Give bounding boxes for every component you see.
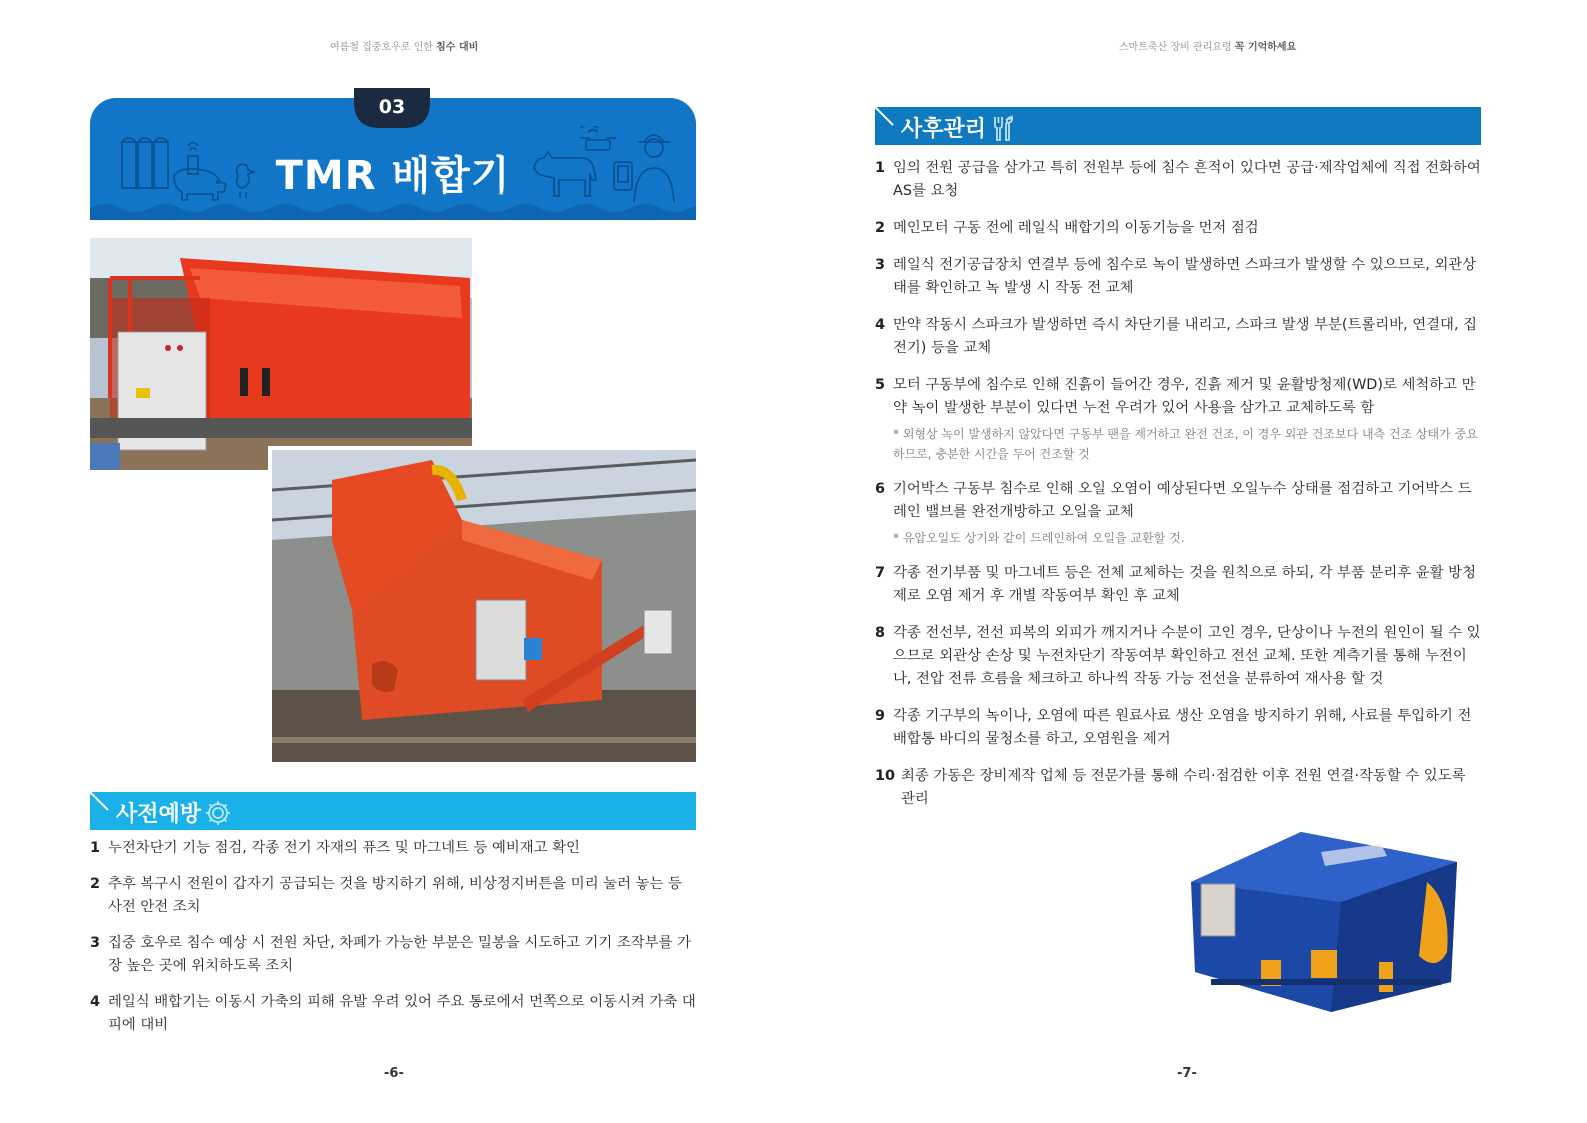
list-item — [875, 562, 1481, 608]
list-item — [875, 157, 1481, 203]
item-number: 1 — [875, 160, 886, 176]
item-number: 5 — [875, 377, 886, 393]
list-item — [875, 314, 1481, 360]
right-page — [793, 0, 1587, 1123]
list-item — [875, 478, 1481, 548]
section-title: 사전예방 — [116, 802, 202, 827]
item-number: 2 — [875, 220, 886, 236]
item-text: 만약 작동시 스파크가 발생하면 즉시 차단기를 내리고, 스파크 발생 부분(트롤리바, 연결대, 집전기) 등을 교체 — [893, 317, 1478, 356]
list-item — [875, 254, 1481, 300]
chapter-title: TMR 배합기 — [275, 153, 511, 199]
list-item — [875, 374, 1481, 464]
item-text: 최종 가동은 장비제작 업체 등 전문가를 통해 수리·점검한 이후 전원 연결·작동할 수 있도록 관리 — [901, 768, 1466, 807]
wave-decoration — [90, 200, 696, 220]
item-number: 2 — [90, 876, 101, 892]
item-note: * 유압오일도 상기와 같이 드레인하여 오일을 교환할 것. — [893, 531, 1185, 545]
post-management-header — [875, 107, 1481, 145]
item-text: 모터 구동부에 침수로 인해 진흙이 들어간 경우, 진흙 제거 및 윤활방청제(WD)로 세척하고 만약 녹이 발생한 부분이 있다면 누전 우려가 있어 사용을 삼가고 교체하도록 함 — [893, 377, 1476, 416]
running-head — [1119, 38, 1296, 53]
list-item — [90, 873, 698, 919]
item-text: 레일식 배합기는 이동시 가축의 피해 유발 우려 있어 주요 통로에서 먼쪽으로 이동시켜 가축 대피에 대비 — [108, 994, 696, 1033]
item-number: 9 — [875, 708, 886, 724]
item-text: 레일식 전기공급장치 연결부 등에 침수로 녹이 발생하면 스파크가 발생할 수 있으므로, 외관상태를 확인하고 녹 발생 시 작동 전 교체 — [893, 257, 1477, 296]
item-text: 각종 전선부, 전선 피복의 외피가 깨지거나 수분이 고인 경우, 단상이나 누전의 원인이 될 수 있으므로 외관상 손상 및 누전차단기 작동여부 확인하고 전선 교체. 또한 계측기를 통해 누전이나, 전압 전류 흐름을 체크하고 하나씩 작동 가능 전선을 분류하여 재사용 할 것 — [893, 625, 1481, 687]
list-item — [875, 217, 1481, 240]
running-head-emphasis: 침수 대비 — [436, 42, 479, 53]
left-page — [0, 0, 793, 1123]
item-number: 4 — [875, 317, 886, 333]
item-number: 3 — [875, 257, 886, 273]
item-number: 4 — [90, 994, 101, 1010]
item-text: 각종 기구부의 녹이나, 오염에 따른 원료사료 생산 오염을 방지하기 위해, 사료를 투입하기 전 배합통 바디의 물청소를 하고, 오염원을 제거 — [893, 708, 1472, 747]
wrench-icon — [989, 114, 1017, 142]
pre-prevention-list — [90, 837, 698, 1050]
pre-prevention-header — [90, 792, 696, 830]
chapter-number: 03 — [378, 96, 406, 118]
list-item — [875, 622, 1481, 691]
list-item — [90, 837, 698, 860]
list-item — [875, 765, 1481, 811]
item-number: 7 — [875, 565, 886, 581]
section-title: 사후관리 — [901, 117, 987, 142]
item-text: 각종 전기부품 및 마그네트 등은 전체 교체하는 것을 원칙으로 하되, 각 부품 분리후 윤활 방청제로 오염 제거 후 개별 작동여부 확인 후 교체 — [893, 565, 1476, 604]
item-text: 추후 복구시 전원이 갑자기 공급되는 것을 방지하기 위해, 비상정지버튼을 미리 눌러 놓는 등 사전 안전 조치 — [108, 876, 682, 915]
running-head-prefix: 스마트축산 장비 관리요령 — [1119, 42, 1235, 53]
page-number: -6- — [384, 1066, 404, 1081]
running-head-prefix: 여름철 집중호우로 인한 — [330, 42, 437, 53]
item-text: 기어박스 구동부 침수로 인해 오일 오염이 예상된다면 오일누수 상태를 점검하고 기어박스 드레인 밸브를 완전개방하고 오일을 교체 — [893, 481, 1472, 520]
item-note: * 외형상 녹이 발생하지 않았다면 구동부 팬을 제거하고 완전 건조, 이 경우 외관 건조보다 내측 건조 상태가 중요하므로, 충분한 시간을 두어 건조할 것 — [893, 427, 1478, 461]
item-text: 집중 호우로 침수 예상 시 전원 차단, 차폐가 가능한 부분은 밀봉을 시도하고 기기 조작부를 가장 높은 곳에 위치하도록 조치 — [108, 935, 691, 974]
item-text: 누전차단기 기능 점검, 각종 전기 자재의 퓨즈 및 마그네트 등 예비재고 확인 — [108, 840, 580, 856]
gear-icon — [204, 799, 232, 827]
tmr-mixer-photo-outdoor — [90, 238, 472, 470]
running-head — [330, 38, 478, 53]
item-number: 1 — [90, 840, 101, 856]
page-number: -7- — [1177, 1066, 1197, 1081]
running-head-emphasis: 꼭 기억하세요 — [1234, 42, 1297, 53]
list-item — [90, 991, 698, 1037]
item-number: 6 — [875, 481, 886, 497]
item-number: 10 — [875, 768, 896, 784]
tmr-mixer-photo-barn — [268, 446, 696, 762]
item-number: 8 — [875, 625, 886, 641]
item-text: 메인모터 구동 전에 레일식 배합기의 이동기능을 먼저 점검 — [893, 220, 1259, 236]
item-number: 3 — [90, 935, 101, 951]
post-management-list — [875, 157, 1481, 825]
list-item — [875, 705, 1481, 751]
blue-tmr-mixer-photo — [1171, 812, 1467, 1020]
item-text: 임의 전원 공급을 삼가고 특히 전원부 등에 침수 흔적이 있다면 공급·제작업체에 직접 전화하여 AS를 요청 — [893, 160, 1481, 199]
list-item — [90, 932, 698, 978]
